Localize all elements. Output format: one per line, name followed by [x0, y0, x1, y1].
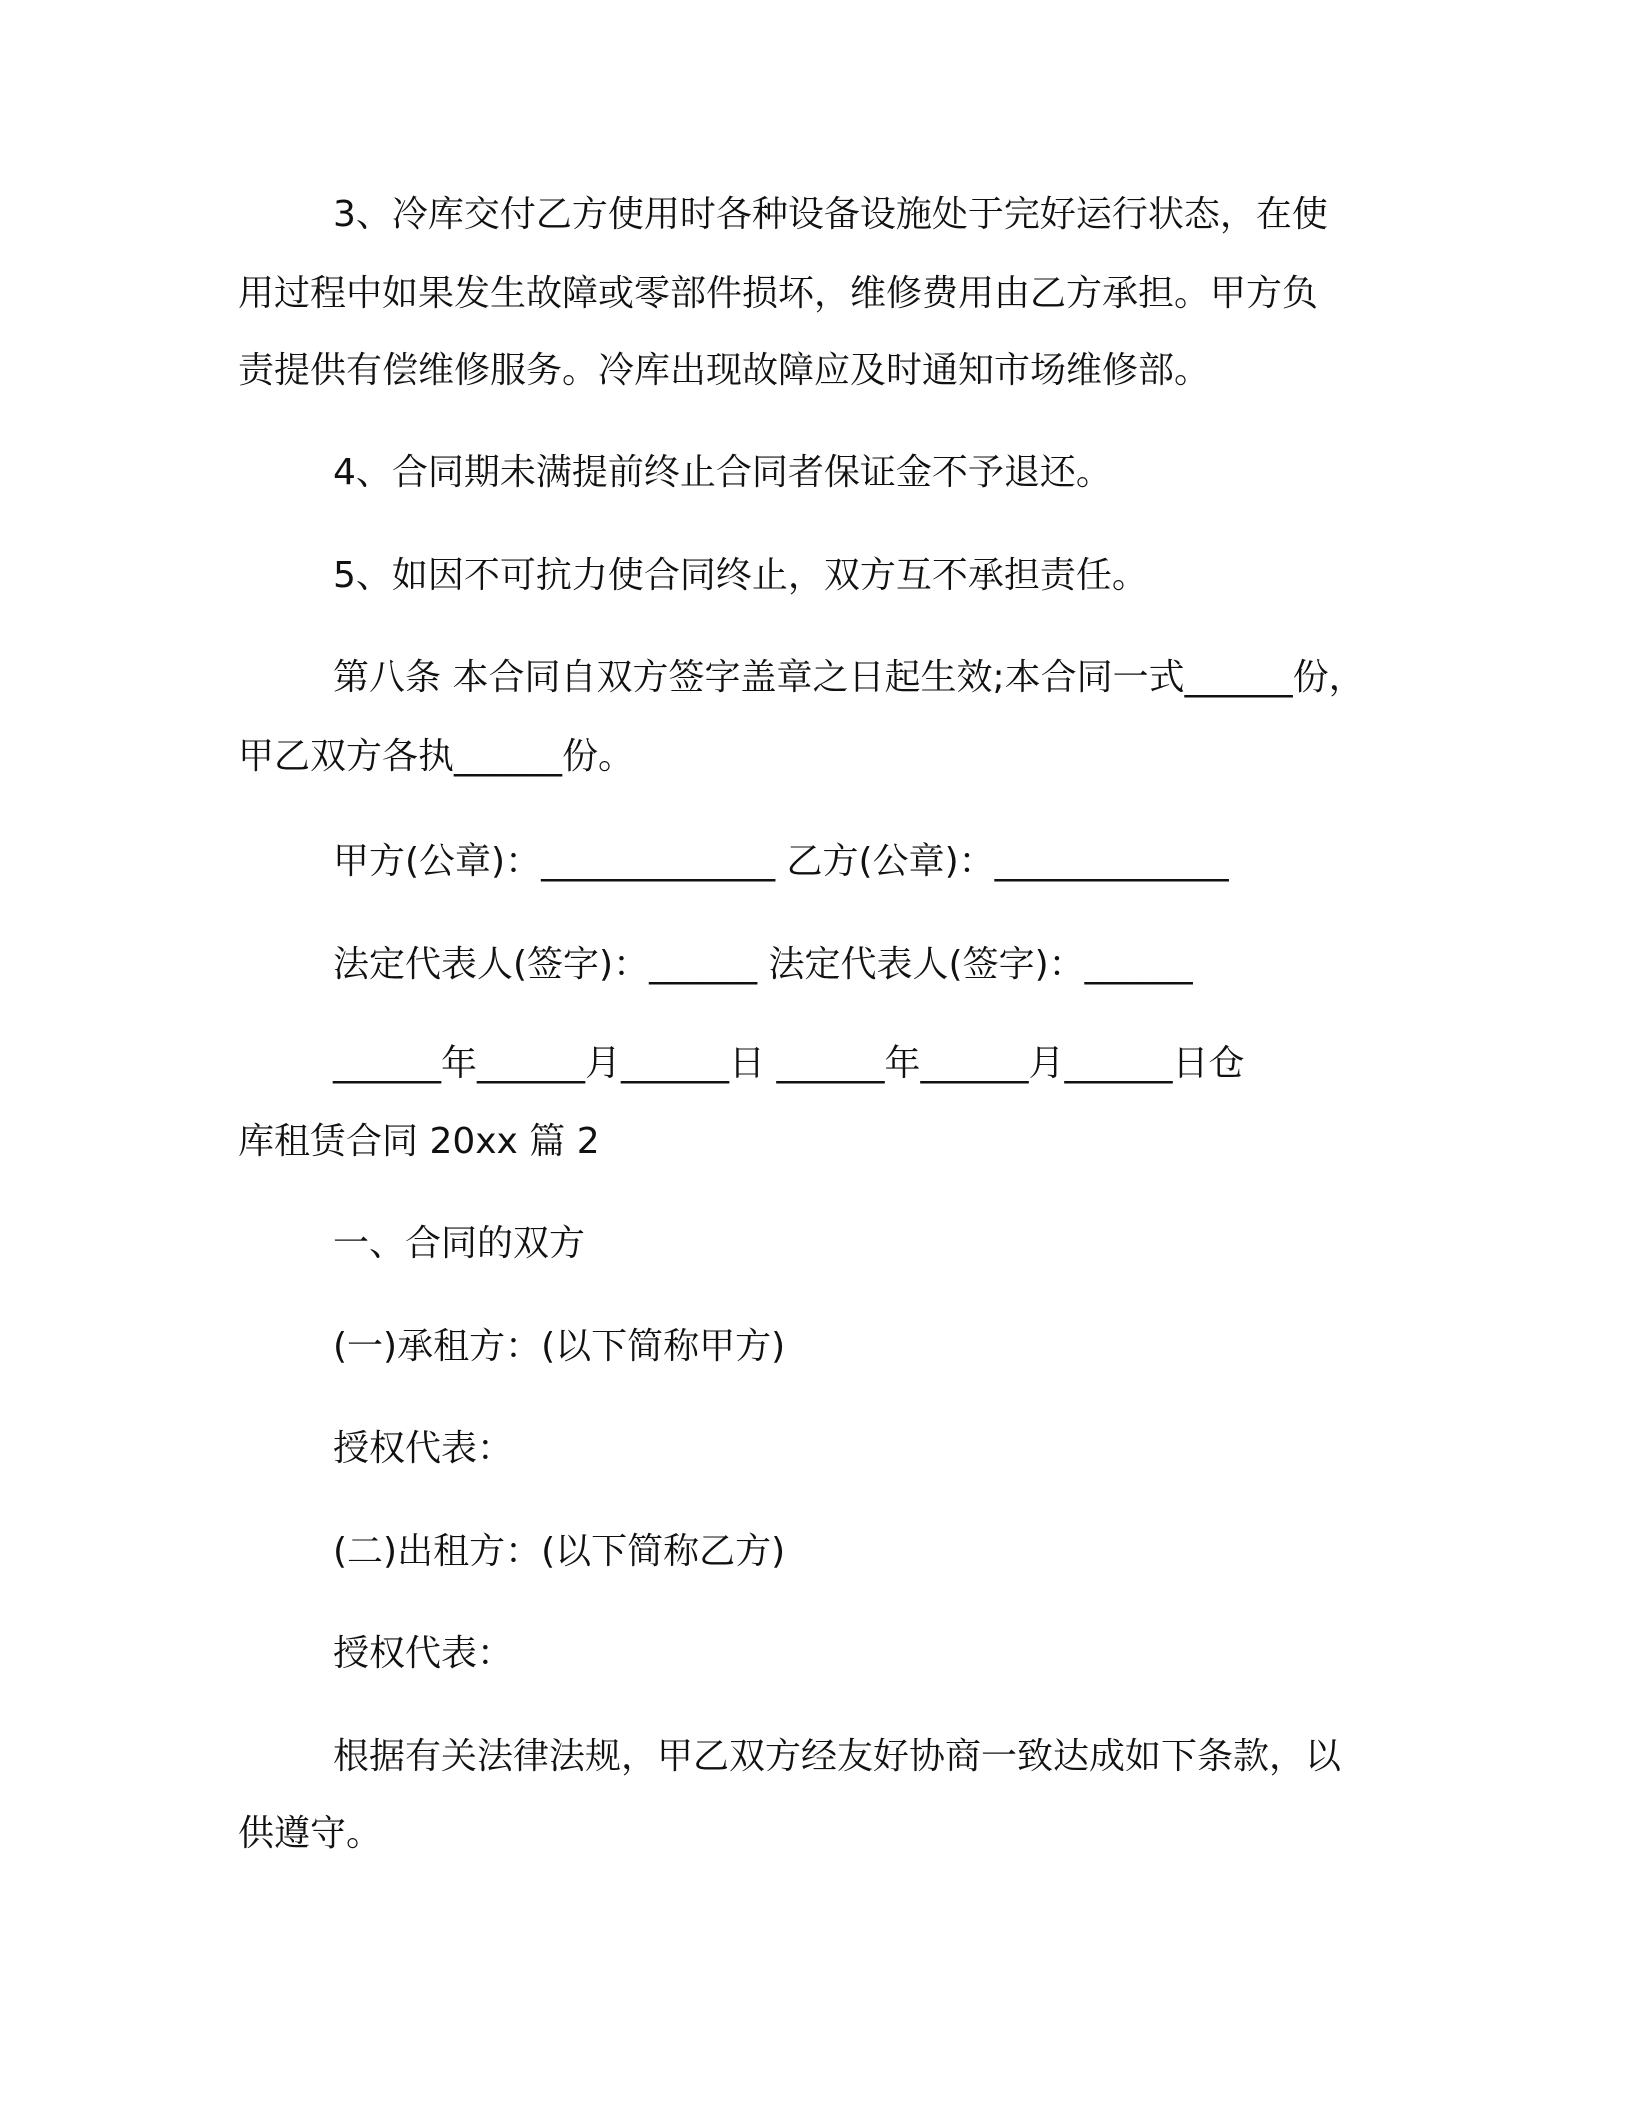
clause-3-line-3: 责提供有偿维修服务。冷库出现故障应及时通知市场维修部。 [238, 350, 1211, 391]
article-8-line-1: 第八条 本合同自双方签字盖章之日起生效;本合同一式______份， [333, 657, 1365, 698]
clause-4: 4、合同期未满提前终止合同者保证金不予退还。 [333, 452, 1112, 493]
lessor-line: (二)出租方：(以下简称乙方) [333, 1531, 786, 1572]
lessee-representative: 授权代表： [333, 1428, 514, 1469]
section-1-heading: 一、合同的双方 [333, 1223, 586, 1264]
clause-5: 5、如因不可抗力使合同终止，双方互不承担责任。 [333, 555, 1148, 596]
date-line: ______年______月______日 ______年______月______日仓 [333, 1043, 1245, 1084]
agreement-intro-line-2: 供遵守。 [238, 1813, 383, 1854]
party-seal-line: 甲方(公章)：_____________ 乙方(公章)：_____________ [333, 841, 1229, 882]
clause-3-line-1: 3、冷库交付乙方使用时各种设备设施处于完好运行状态，在使 [333, 194, 1328, 235]
article-8-line-2: 甲乙双方各执______份。 [238, 736, 635, 777]
lessee-line: (一)承租方：(以下简称甲方) [333, 1326, 786, 1367]
agreement-intro-line-1: 根据有关法律法规，甲乙双方经友好协商一致达成如下条款，以 [333, 1736, 1342, 1777]
legal-representative-line: 法定代表人(签字)：______ 法定代表人(签字)：______ [333, 944, 1193, 985]
lessor-representative: 授权代表： [333, 1633, 514, 1674]
clause-3-line-2: 用过程中如果发生故障或零部件损坏，维修费用由乙方承担。甲方负 [238, 273, 1319, 314]
contract-2-title: 库租赁合同 20xx 篇 2 [238, 1121, 600, 1162]
